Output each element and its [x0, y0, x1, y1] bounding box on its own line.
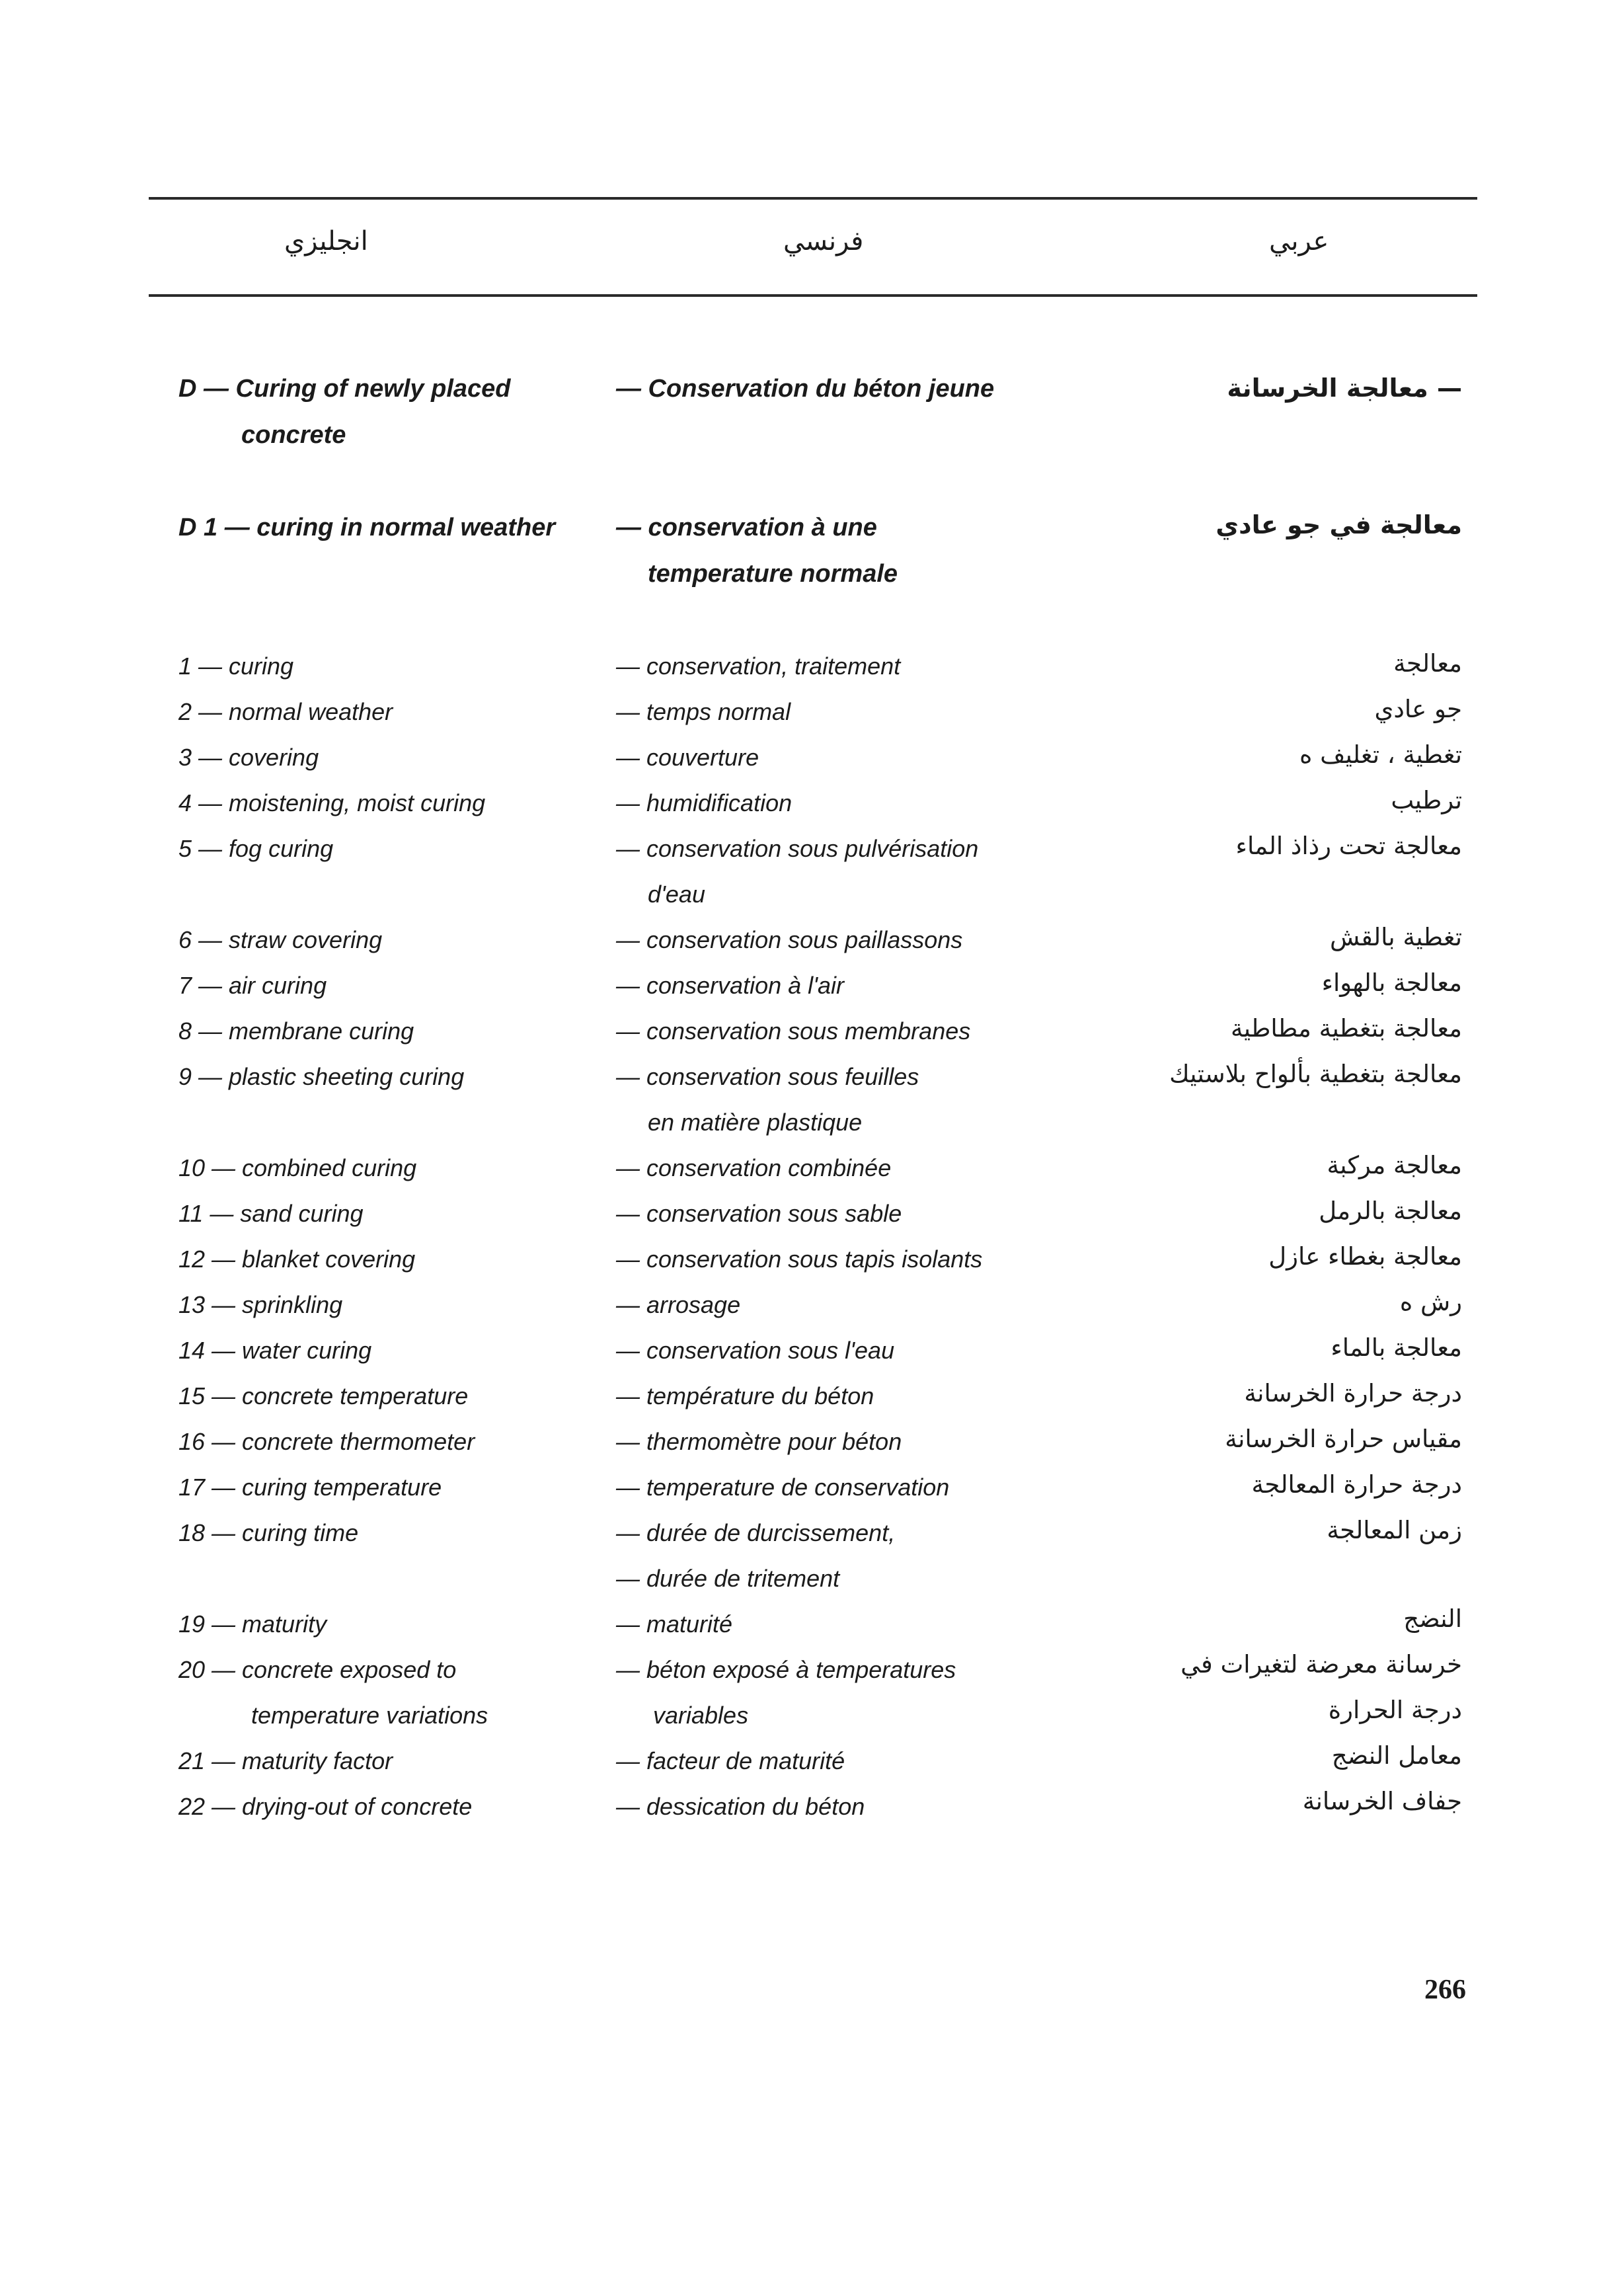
- section-d-english-cont: concrete: [241, 421, 346, 449]
- entry-arabic: معالجة بالهواء: [1321, 969, 1462, 997]
- entry-english: 7 — air curing: [178, 972, 327, 999]
- entry-english: 11 — sand curing: [178, 1200, 364, 1227]
- column-header-english: انجليزي: [284, 226, 368, 257]
- entry-french: — temps normal: [616, 698, 791, 725]
- entry-french: — conservation sous feuilles: [616, 1063, 919, 1090]
- entry-arabic: زمن المعالجة: [1327, 1516, 1462, 1544]
- entry-french: — conservation sous membranes: [616, 1017, 971, 1045]
- entry-arabic: معالجة تحت رذاذ الماء: [1235, 832, 1462, 860]
- entry-arabic: رش ه: [1399, 1288, 1462, 1316]
- entry-english: 17 — curing temperature: [178, 1474, 442, 1501]
- entry-french: — durée de durcissement,: [616, 1519, 896, 1546]
- section-d1-english: D 1 — curing in normal weather: [178, 514, 556, 541]
- entry-arabic: مقياس حرارة الخرسانة: [1225, 1425, 1462, 1453]
- entry-french: — conservation, traitement: [616, 653, 901, 680]
- page-number: 266: [1424, 1975, 1466, 2005]
- section-d-english: D — Curing of newly placed: [178, 375, 511, 403]
- entry-english: 16 — concrete thermometer: [178, 1428, 475, 1455]
- entry-english: 18 — curing time: [178, 1519, 359, 1546]
- entry-french: — conservation sous pulvérisation: [616, 835, 979, 862]
- entry-french-cont: d'eau: [648, 881, 705, 908]
- entry-french-cont: en matière plastique: [648, 1109, 863, 1136]
- entry-arabic: معالجة: [1393, 649, 1462, 678]
- entry-english: 1 — curing: [178, 653, 294, 680]
- entry-english: 10 — combined curing: [178, 1154, 417, 1181]
- entry-french: — couverture: [616, 744, 759, 771]
- entry-arabic-cont: درجة الحرارة: [1328, 1696, 1462, 1724]
- column-header-arabic: عربي: [1269, 226, 1329, 257]
- entry-english: 21 — maturity factor: [178, 1747, 393, 1774]
- entry-french-cont: variables: [653, 1702, 749, 1729]
- entry-english: 9 — plastic sheeting curing: [178, 1063, 465, 1090]
- entry-arabic: معالجة بتغطية بألواح بلاستيك: [1169, 1060, 1462, 1088]
- entry-english: 22 — drying-out of concrete: [178, 1793, 473, 1820]
- entry-arabic: النضج: [1403, 1604, 1462, 1633]
- entry-arabic: معالجة بغطاء عازل: [1268, 1242, 1462, 1271]
- entry-english: 13 — sprinkling: [178, 1291, 343, 1318]
- entry-french-cont: — durée de tritement: [616, 1565, 840, 1592]
- column-header-french: فرنسي: [783, 226, 864, 257]
- entry-french: — béton exposé à temperatures: [616, 1656, 956, 1683]
- entry-english-cont: temperature variations: [251, 1702, 488, 1729]
- entry-french: — humidification: [616, 789, 793, 816]
- entry-arabic: جو عادي: [1374, 695, 1462, 723]
- entry-french: — temperature de conservation: [616, 1474, 950, 1501]
- entry-english: 3 — covering: [178, 744, 319, 771]
- section-d-arabic: — معالجة الخرسانة: [1227, 374, 1462, 403]
- entry-french: — conservation à l'air: [616, 972, 845, 999]
- entry-english: 2 — normal weather: [178, 698, 393, 725]
- entry-arabic: درجة حرارة المعالجة: [1251, 1470, 1462, 1499]
- entry-english: 14 — water curing: [178, 1337, 372, 1364]
- entry-arabic: معالجة بالماء: [1331, 1333, 1462, 1362]
- entry-french: — conservation sous sable: [616, 1200, 902, 1227]
- entry-english: 5 — fog curing: [178, 835, 334, 862]
- entry-french: — conservation sous l'eau: [616, 1337, 895, 1364]
- top-rule: [149, 197, 1477, 200]
- entry-english: 19 — maturity: [178, 1610, 327, 1638]
- entry-arabic: معامل النضج: [1331, 1741, 1462, 1770]
- entry-french: — maturité: [616, 1610, 733, 1638]
- entry-arabic: درجة حرارة الخرسانة: [1244, 1379, 1462, 1407]
- entry-arabic: خرسانة معرضة لتغيرات في: [1180, 1650, 1462, 1679]
- entry-english: 15 — concrete temperature: [178, 1382, 469, 1409]
- section-d1-arabic: معالجة في جو عادي: [1216, 510, 1462, 539]
- entry-arabic: معالجة بتغطية مطاطية: [1230, 1014, 1462, 1043]
- entry-arabic: ترطيب: [1391, 786, 1462, 814]
- section-d1-french-cont: temperature normale: [648, 560, 898, 588]
- entry-arabic: تغطية ، تغليف ه: [1299, 740, 1462, 769]
- entry-french: — conservation sous tapis isolants: [616, 1246, 983, 1273]
- entry-arabic: جفاف الخرسانة: [1302, 1787, 1462, 1815]
- entry-french: — arrosage: [616, 1291, 741, 1318]
- entry-french: — conservation sous paillassons: [616, 926, 963, 953]
- entry-arabic: تغطية بالقش: [1330, 923, 1462, 951]
- entry-french: — conservation combinée: [616, 1154, 892, 1181]
- entry-french: — dessication du béton: [616, 1793, 865, 1820]
- entry-english: 8 — membrane curing: [178, 1017, 414, 1045]
- entry-english: 12 — blanket covering: [178, 1246, 416, 1273]
- entry-french: — température du béton: [616, 1382, 874, 1409]
- entry-arabic: معالجة بالرمل: [1319, 1197, 1462, 1225]
- entry-english: 20 — concrete exposed to: [178, 1656, 457, 1683]
- section-d-french: — Conservation du béton jeune: [616, 375, 995, 403]
- entry-english: 4 — moistening, moist curing: [178, 789, 486, 816]
- entry-french: — thermomètre pour béton: [616, 1428, 902, 1455]
- header-bottom-rule: [149, 294, 1477, 297]
- section-d1-french: — conservation à une: [616, 514, 877, 541]
- entry-english: 6 — straw covering: [178, 926, 383, 953]
- entry-french: — facteur de maturité: [616, 1747, 845, 1774]
- entry-arabic: معالجة مركبة: [1327, 1151, 1462, 1179]
